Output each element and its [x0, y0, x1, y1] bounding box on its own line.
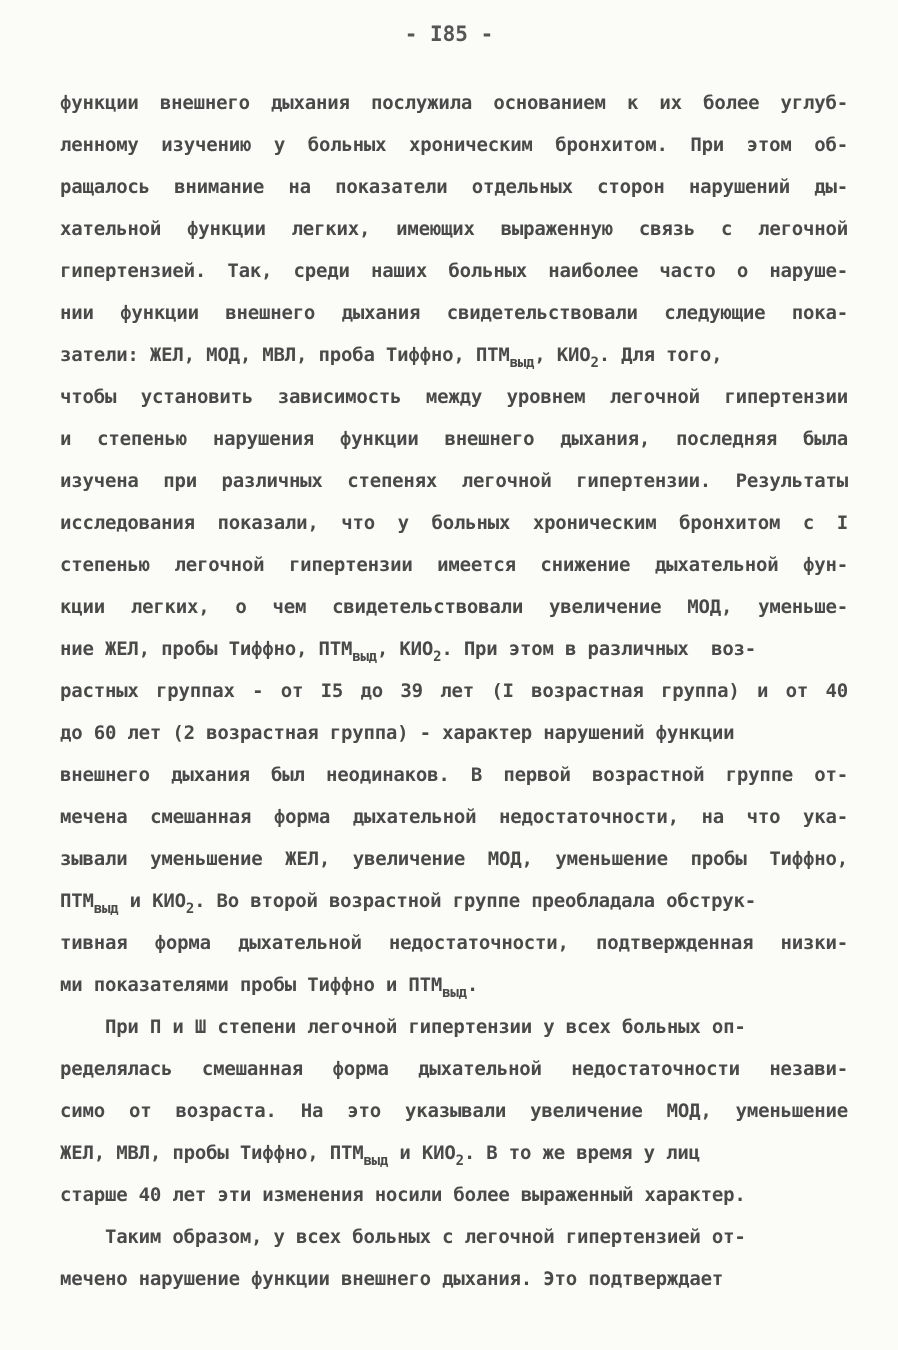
text-segment: и КИО [118, 890, 186, 912]
text-line [60, 970, 478, 1000]
text-line: гипертензией. Так, среди наших больных наиболее часто о наруше- [60, 260, 848, 282]
text-line: растных группах - от I5 до 39 лет (I возрастная группа) и от 40 [60, 680, 848, 702]
text-line: ращалось внимание на показатели отдельных сторон нарушений ды- [60, 176, 848, 198]
text-line: тивная форма дыхательной недостаточности, подтвержденная низки- [60, 932, 848, 954]
subscript: выд [93, 901, 119, 917]
subscript: выд [352, 649, 377, 665]
text-segment: . [466, 974, 479, 996]
text-line [60, 886, 756, 916]
text-line: степенью легочной гипертензии имеется снижение дыхательной фун- [60, 554, 848, 576]
subscript: выд [442, 985, 467, 1001]
text-segment: ние ЖЕЛ, пробы Тиффно, ПТМ [60, 638, 353, 660]
text-segment: ЖЕЛ, МВЛ, пробы Тиффно, ПТМ [60, 1142, 364, 1164]
subscript: 2 [455, 1153, 464, 1169]
text-segment: . Во второй возрастной группе преобладала обструк- [194, 890, 757, 912]
text-line: При П и Ш степени легочной гипертензии у всех больных оп- [60, 1016, 746, 1038]
subscript: 2 [185, 901, 195, 917]
text-line: исследования показали, что у больных хроническим бронхитом с I [60, 512, 848, 534]
text-line: и степенью нарушения функции внешнего дыхания, последняя была [60, 428, 848, 450]
text-line: чтобы установить зависимость между уровнем легочной гипертензии [60, 386, 848, 408]
text-line: изучена при различных степенях легочной гипертензии. Результаты [60, 470, 848, 492]
text-line: симо от возраста. На это указывали увеличение МОД, уменьшение [60, 1100, 848, 1122]
text-line: ленному изучению у больных хроническим бронхитом. При этом об- [60, 134, 848, 156]
text-segment: ПТМ [60, 890, 94, 912]
text-line [60, 1138, 700, 1168]
text-segment: . В то же время у лиц [463, 1142, 700, 1164]
text-line: функции внешнего дыхания послужила основанием к их более углуб- [60, 92, 848, 114]
text-line: старше 40 лет эти изменения носили более выраженный характер. [60, 1184, 746, 1206]
text-line: Таким образом, у всех больных с легочной гипертензией от- [60, 1226, 746, 1248]
text-line: кции легких, о чем свидетельствовали увеличение МОД, уменьше- [60, 596, 848, 618]
text-segment: , КИО [376, 638, 434, 660]
text-line [60, 634, 756, 664]
text-segment: ми показателями пробы Тиффно и ПТМ [60, 974, 443, 996]
text-line: нии функции внешнего дыхания свидетельствовали следующие пока- [60, 302, 848, 324]
text-segment: и КИО [388, 1142, 456, 1164]
text-segment: . При этом в различных воз- [441, 638, 757, 660]
text-line [60, 340, 722, 370]
text-line: внешнего дыхания был неодинаков. В первой возрастной группе от- [60, 764, 848, 786]
subscript: 2 [433, 649, 442, 665]
subscript: выд [363, 1153, 389, 1169]
text-segment: . Для того, [598, 344, 723, 366]
text-line: мечена смешанная форма дыхательной недостаточности, на что ука- [60, 806, 848, 828]
text-line: до 60 лет (2 возрастная группа) - характер нарушений функции [60, 722, 735, 744]
text-line: ределялась смешанная форма дыхательной недостаточности незави- [60, 1058, 848, 1080]
text-line: мечено нарушение функции внешнего дыхания. Это подтверждает [60, 1268, 724, 1290]
text-segment: затели: ЖЕЛ, МОД, МВЛ, проба Тиффно, ПТМ [60, 344, 510, 366]
page-number: - I85 - [404, 22, 494, 46]
subscript: 2 [590, 355, 599, 371]
text-segment: , КИО [534, 344, 591, 366]
text-line: зывали уменьшение ЖЕЛ, увеличение МОД, уменьшение пробы Тиффно, [60, 848, 848, 870]
text-line: хательной функции легких, имеющих выраженную связь с легочной [60, 218, 848, 240]
subscript: выд [509, 355, 535, 371]
